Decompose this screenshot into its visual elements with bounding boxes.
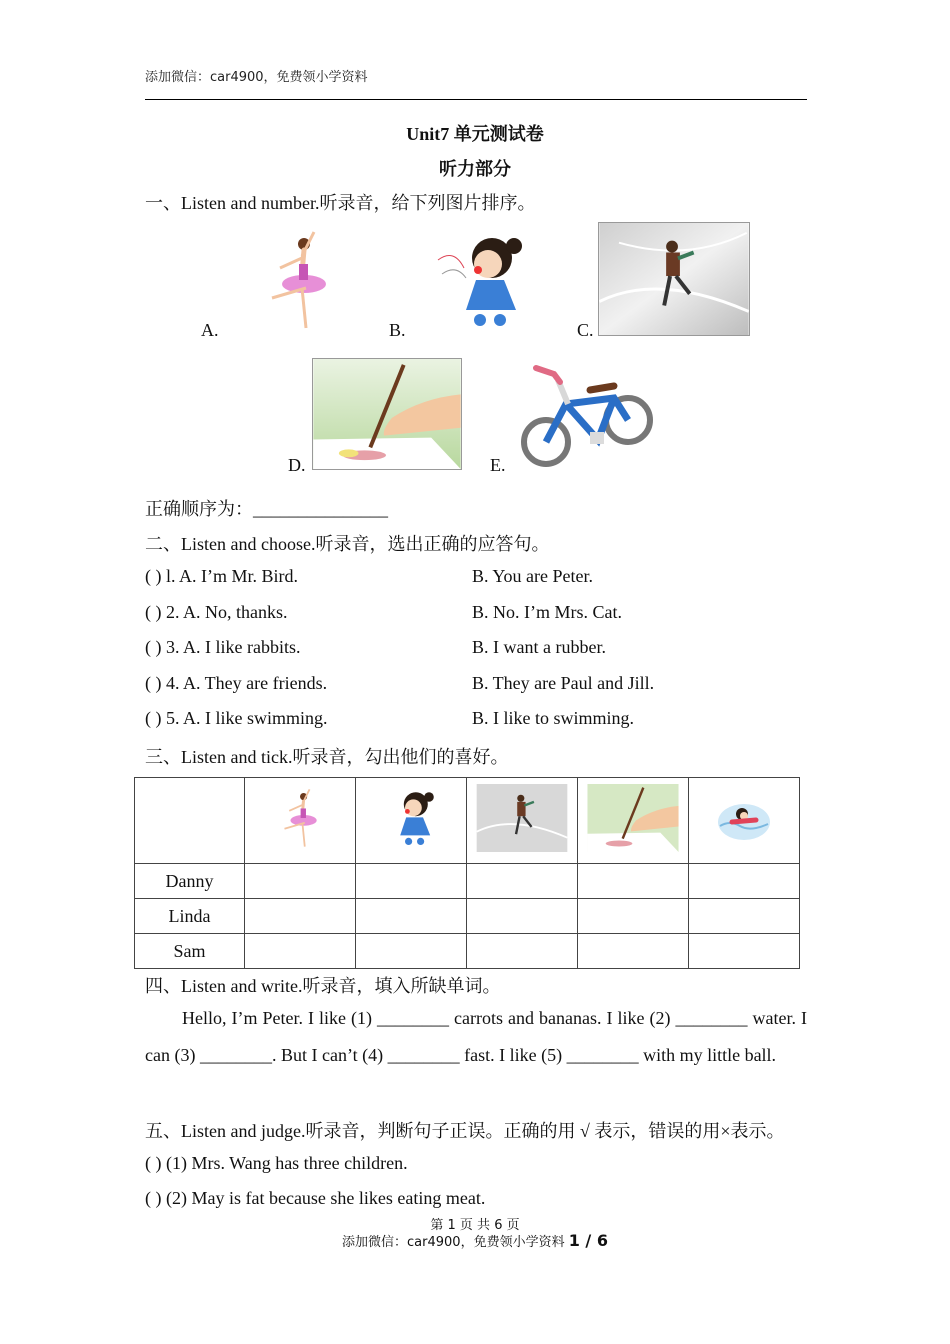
answer-prompt: 正确顺序为：_______________ — [145, 499, 388, 519]
label-c: C. — [577, 320, 594, 340]
section1-heading: 一、Listen and number.听录音，给下列图片排序。 — [145, 193, 536, 213]
ballet-dancer-thumb — [278, 787, 322, 849]
header-ballet-cell — [245, 778, 356, 864]
tick-cell[interactable] — [245, 899, 356, 934]
tick-cell[interactable] — [356, 934, 467, 969]
ice-skater-thumb — [476, 784, 568, 852]
label-b: B. — [389, 320, 406, 340]
choice-4-b: B. They are Paul and Jill. — [472, 673, 655, 693]
tick-cell[interactable] — [356, 864, 467, 899]
tick-cell[interactable] — [578, 934, 689, 969]
tick-cell[interactable] — [245, 934, 356, 969]
page-title: Unit7 单元测试卷 — [406, 124, 544, 144]
header-note: 添加微信：car4900，免费领小学资料 — [145, 70, 368, 85]
choice-5-a: ( ) 5. A. I like swimming. — [145, 708, 328, 728]
label-a: A. — [201, 320, 219, 340]
tick-cell[interactable] — [689, 864, 800, 899]
hand-drawing-picture — [312, 358, 462, 470]
page-subtitle: 听力部分 — [439, 159, 511, 179]
tick-cell[interactable] — [467, 934, 578, 969]
ice-skater-picture — [598, 222, 750, 336]
section2-heading: 二、Listen and choose.听录音，选出正确的应答句。 — [145, 534, 550, 554]
label-e: E. — [490, 455, 506, 475]
choice-1-b: B. You are Peter. — [472, 566, 593, 586]
ballet-dancer-picture — [262, 228, 334, 332]
row-name-sam: Sam — [135, 934, 245, 969]
header-whistle-cell — [356, 778, 467, 864]
choice-3-a: ( ) 3. A. I like rabbits. — [145, 637, 301, 657]
swimmer-thumb — [716, 792, 772, 844]
footer-note-text: 添加微信：car4900，免费领小学资料 — [342, 1235, 565, 1250]
choice-2-b: B. No. I’m Mrs. Cat. — [472, 602, 622, 622]
girl-whistle-thumb — [381, 786, 441, 850]
choice-2-a: ( ) 2. A. No, thanks. — [145, 602, 288, 622]
choice-5-b: B. I like to swimming. — [472, 708, 634, 728]
page-count: 第 1 页 共 6 页 — [430, 1218, 520, 1233]
preference-table — [134, 777, 800, 969]
tick-cell[interactable] — [578, 864, 689, 899]
tick-cell[interactable] — [578, 899, 689, 934]
footer-note — [0, 1231, 950, 1250]
tick-cell[interactable] — [467, 899, 578, 934]
choice-1-a: ( ) l. A. I’m Mr. Bird. — [145, 566, 298, 586]
row-name-linda: Linda — [135, 899, 245, 934]
header-empty-cell — [135, 778, 245, 864]
header-swimmer-cell — [689, 778, 800, 864]
section4-heading: 四、Listen and write.听录音，填入所缺单词。 — [145, 976, 501, 996]
tick-cell[interactable] — [467, 864, 578, 899]
hand-drawing-thumb — [587, 784, 679, 852]
judge-item-1: ( ) (1) Mrs. Wang has three children. — [145, 1153, 408, 1173]
bicycle-picture — [518, 360, 656, 470]
tick-cell[interactable] — [689, 899, 800, 934]
footer-page-number: 1 / 6 — [568, 1231, 608, 1250]
section5-heading: 五、Listen and judge.听录音，判断句子正误。正确的用 √ 表示，错误的用×表示。 — [145, 1121, 785, 1141]
choice-4-a: ( ) 4. A. They are friends. — [145, 673, 328, 693]
tick-cell[interactable] — [245, 864, 356, 899]
section3-heading: 三、Listen and tick.听录音，勾出他们的喜好。 — [145, 747, 509, 767]
fill-in-passage: Hello, I’m Peter. I like (1) ________ carrots and bananas. I like (2) ________ water. I can (3) ________. But I can’t (4) ________ fast. I like (5) ________ with my little ball. — [145, 1008, 807, 1065]
tick-cell[interactable] — [689, 934, 800, 969]
header-rule — [145, 99, 807, 100]
judge-item-2: ( ) (2) May is fat because she likes eating meat. — [145, 1188, 486, 1208]
tick-cell[interactable] — [356, 899, 467, 934]
row-name-danny: Danny — [135, 864, 245, 899]
header-drawing-cell — [578, 778, 689, 864]
choice-3-b: B. I want a rubber. — [472, 637, 606, 657]
girl-whistle-picture — [434, 228, 534, 334]
header-skater-cell — [467, 778, 578, 864]
label-d: D. — [288, 455, 306, 475]
